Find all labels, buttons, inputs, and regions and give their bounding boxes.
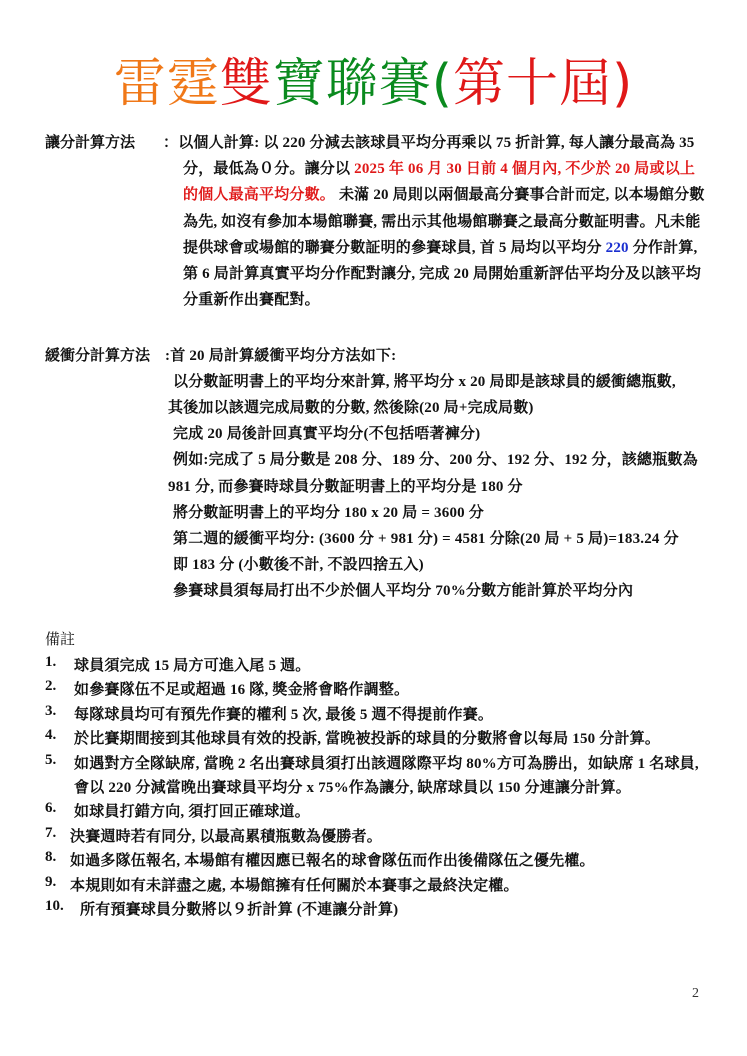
buffer-line (173, 448, 698, 469)
buffer-line (173, 579, 633, 600)
note-text: 每隊球員均可有預先作賽的權利 5 次, 最後 5 週不得提前作賽。 (74, 706, 494, 723)
note-text: 如過多隊伍報名, 本場館有權因應已報名的球會隊伍而作出後備隊伍之優先權。 (70, 853, 595, 870)
text-run: 為先, 如沒有參加本場館聯賽, 需出示其他場館聯賽之最高分數証明書。凡未能 (183, 213, 701, 230)
text-run: 分重新作出賽配對。 (183, 292, 320, 309)
note-number: 6. (45, 800, 57, 817)
text-run: 例如:完成了 5 局分數是 208 分、189 分、200 分、192 分、192 分，該總瓶數為 (173, 452, 698, 469)
text-run: 220 (605, 239, 629, 256)
note-text: 決賽週時若有同分, 以最高累積瓶數為優勝者。 (70, 828, 382, 845)
title-segment: 第十屆) (453, 54, 634, 114)
note-text: 本規則如有未詳盡之處, 本場館擁有任何關於本賽事之最終決定權。 (70, 877, 519, 894)
text-run: 第二週的緩衝平均分: (3600 分 + 981 分) = 4581 分除(20 局 + 5 局)=183.24 分 (173, 530, 679, 547)
handicap-line (163, 131, 695, 152)
note-number: 5. (45, 751, 57, 768)
text-run: 分作計算, (628, 239, 698, 256)
note-text: 球員須完成 15 局方可進入尾 5 週。 (74, 658, 311, 674)
note-text: 於比賽期間接到其他球員有效的投訴, 當晚被投訴的球員的分數將會以每局 150 分計算。 (74, 731, 661, 748)
text-run: 參賽球員須每局打出不少於個人平均分 70%分數方能計算於平均分內 (173, 582, 634, 599)
buffer-section-label: 緩衝分計算方法 (45, 348, 151, 364)
page-title (0, 52, 747, 116)
title-segment: 雙 (219, 54, 273, 114)
buffer-line (173, 370, 676, 391)
handicap-line (183, 288, 320, 309)
handicap-line (183, 183, 705, 204)
note-number: 7. (45, 824, 57, 841)
note-number: 1. (45, 654, 57, 670)
handicap-line (183, 236, 697, 257)
buffer-line (173, 527, 679, 548)
handicap-line (183, 210, 700, 231)
buffer-line (173, 422, 480, 443)
buffer-line (173, 553, 424, 574)
text-run: 2025 年 06 月 30 日前 4 個月內, 不少於 20 局或以上 (354, 161, 696, 178)
handicap-line (183, 157, 695, 178)
text-run: 即 183 分 (小數後不計, 不設四捨五入) (173, 556, 424, 573)
note-number: 2. (45, 678, 57, 695)
text-run: 提供球會或場館的聯賽分數証明的參賽球員, 首 5 局均以平均分 (183, 239, 606, 256)
buffer-line (168, 475, 523, 496)
text-run: 將分數証明書上的平均分 180 x 20 局 = 3600 分 (173, 504, 484, 521)
note-number: 10. (45, 898, 64, 914)
note-text: 如遇對方全隊缺席, 當晚 2 名出賽球員須打出該週隊際平均 80%方可為勝出，如缺席 1 名球員, (74, 755, 699, 772)
note-text: 所有預賽球員分數將以９折計算 (不連讓分計算) (80, 902, 399, 918)
text-run: 未滿 20 局則以兩個最高分賽事合計而定, 以本場館分數 (335, 187, 705, 204)
buffer-line (173, 501, 484, 522)
note-number: 9. (45, 873, 57, 890)
note-number: 4. (45, 727, 57, 744)
note-number: 3. (45, 702, 57, 719)
buffer-line (168, 396, 534, 417)
text-run: 其後加以該週完成局數的分數, 然後除(20 局+完成局數) (168, 400, 534, 417)
text-run: 的個人最高平均分數。 (183, 187, 336, 204)
text-run: ：以個人計算: 以 220 分減去該球員平均分再乘以 75 折計算, 每人讓分最高為 35 (163, 135, 695, 151)
note-text: 如球員打錯方向, 須打回正確球道。 (74, 804, 310, 821)
note-text: 如參賽隊伍不足或超過 16 隊, 獎金將會略作調整。 (74, 682, 410, 699)
buffer-line (165, 344, 396, 365)
text-run: :首 20 局計算緩衝平均分方法如下: (165, 348, 397, 364)
note-number: 8. (45, 849, 57, 866)
notes-header: 備註 (45, 632, 76, 648)
title-segment: 雷霆 (113, 54, 220, 114)
handicap-line (183, 262, 701, 283)
page-number: 2 (692, 986, 699, 1001)
text-run: 第 6 局計算真實平均分作配對讓分, 完成 20 局開始重新評估平均分及以該平均 (183, 266, 702, 282)
handicap-section-label: 讓分計算方法 (45, 135, 136, 151)
title-segment: 寶聯賽( (272, 54, 454, 114)
text-run: 以分數証明書上的平均分來計算, 將平均分 x 20 局即是該球員的緩衝總瓶數, (173, 374, 676, 391)
text-run: 完成 20 局後計回真實平均分(不包括唔著褲分) (173, 426, 481, 443)
note-text: 會以 220 分減當晚出賽球員平均分 x 75%作為讓分, 缺席球員以 150 分連讓分計算。 (74, 780, 631, 796)
text-run: 分，最低為０分。讓分以 (183, 161, 355, 178)
text-run: 981 分, 而參賽時球員分數証明書上的平均分是 180 分 (168, 478, 523, 495)
